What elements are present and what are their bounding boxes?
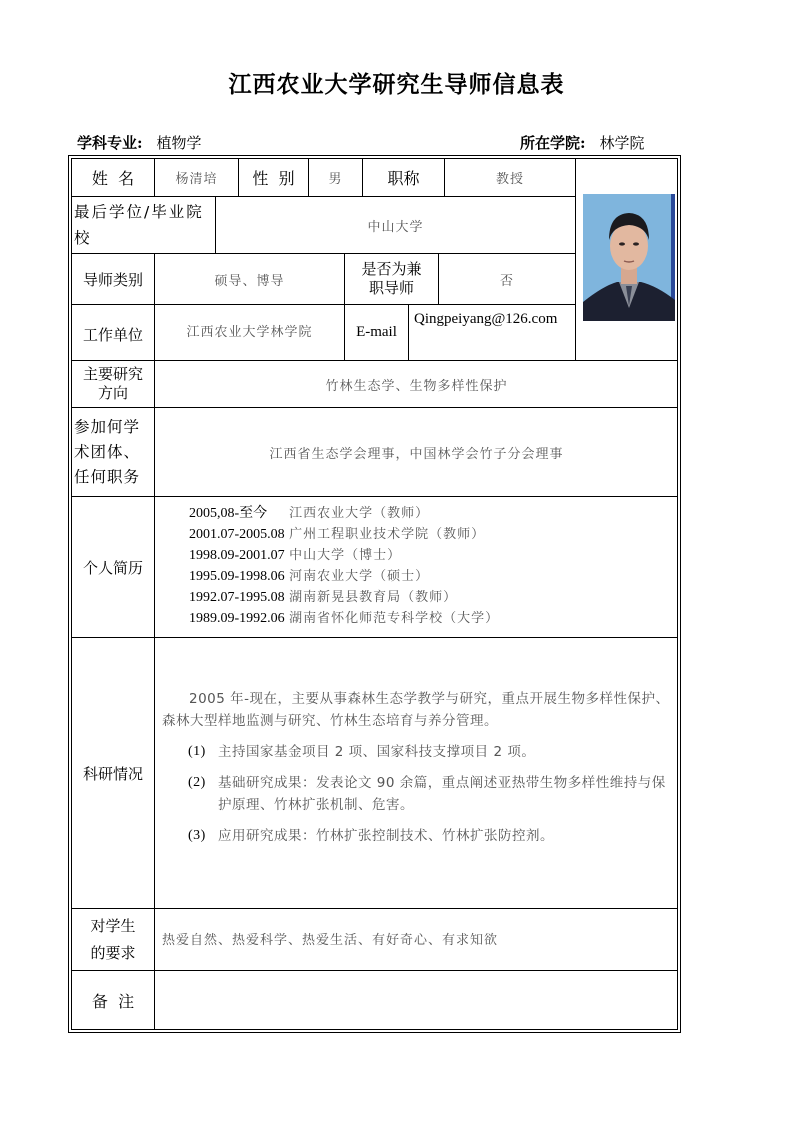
resume-entry [189, 503, 499, 524]
academic-groups-label: 参加何学术团体、任何职务 [74, 417, 141, 486]
research-item-number: (3) [188, 828, 206, 843]
student-requirements-label: 对学生的要求 [90, 916, 136, 962]
resume-period: 1992.07-1995.08 [189, 590, 285, 605]
title-value: 教授 [495, 172, 524, 187]
divider [408, 304, 409, 360]
resume-period: 1998.09-2001.07 [189, 548, 285, 563]
email-value[interactable]: Qingpeiyang@126.com [414, 311, 558, 327]
research-direction-value: 竹林生态学、生物多样性保护 [325, 378, 508, 394]
academic-groups-value: 江西省生态学会理事，中国林学会竹子分会理事 [269, 446, 564, 462]
gender-value: 男 [328, 172, 343, 187]
college-field [520, 132, 645, 153]
resume-detail: 中山大学（博士） [289, 548, 402, 563]
remarks-value[interactable] [155, 971, 678, 1030]
resume-list [189, 503, 499, 629]
workplace-label: 工作单位 [82, 326, 143, 344]
research-item [188, 772, 672, 816]
document-title: 江西农业大学研究生导师信息表 [228, 71, 565, 98]
degree-value: 中山大学 [367, 219, 424, 235]
degree-label: 最后学位/毕业院校 [74, 203, 204, 247]
supervisor-type-value: 硕导、博导 [214, 273, 285, 289]
divider [71, 496, 678, 497]
divider [575, 158, 576, 360]
supervisor-type-label: 导师类别 [82, 270, 143, 289]
remarks-label: 备 注 [91, 992, 135, 1011]
research-intro: 2005 年-现在，主要从事森林生态学教学与研究，重点开展生物多样性保护、森林大型样地监测与研究、竹林生态培育与养分管理。 [162, 691, 670, 729]
research-label: 科研情况 [82, 764, 143, 783]
research-item-text: 基础研究成果：发表论文 90 余篇，重点阐述亚热带生物多样性维持与保护原理、竹林扩张机制、危害。 [218, 775, 666, 813]
resume-label: 个人简历 [82, 558, 143, 577]
college-value: 林学院 [599, 134, 645, 152]
title-label: 职称 [387, 169, 420, 188]
research-item-text: 应用研究成果：竹林扩张控制技术、竹林扩张防控剂。 [218, 828, 554, 844]
resume-entry [189, 608, 499, 629]
resume-detail: 湖南省怀化师范专科学校（大学） [289, 611, 500, 626]
name-value: 杨清培 [175, 172, 218, 187]
email-label: E-mail [356, 324, 397, 340]
research-item-number: (1) [188, 744, 206, 759]
divider [71, 637, 678, 638]
discipline-label: 学科专业: [77, 134, 143, 152]
portrait-icon [583, 194, 675, 321]
resume-entry [189, 545, 499, 566]
research-item [188, 825, 672, 847]
resume-period: 2005,08-至今 [189, 506, 268, 521]
resume-period: 2001.07-2005.08 [189, 527, 285, 542]
research-item [188, 741, 672, 763]
part-time-label: 是否为兼职导师 [361, 260, 422, 297]
research-direction-label: 主要研究方向 [82, 365, 143, 402]
resume-detail: 江西农业大学（教师） [289, 506, 430, 521]
resume-period: 1989.09-1992.06 [189, 611, 285, 626]
resume-detail: 河南农业大学（硕士） [289, 569, 430, 584]
gender-label: 性 别 [252, 169, 295, 188]
portrait-photo [583, 194, 675, 321]
college-label: 所在学院: [520, 134, 586, 152]
resume-entry [189, 566, 499, 587]
workplace-value: 江西农业大学林学院 [186, 325, 313, 340]
research-item-text: 主持国家基金项目 2 项、国家科技支撑项目 2 项。 [218, 744, 536, 760]
student-requirements-value: 热爱自然、热爱科学、热爱生活、有好奇心、有求知欲 [162, 933, 499, 948]
resume-entry [189, 587, 499, 608]
name-label: 姓 名 [91, 169, 135, 188]
resume-entry [189, 524, 499, 545]
discipline-value: 植物学 [156, 134, 202, 152]
resume-detail: 广州工程职业技术学院（教师） [289, 527, 486, 542]
research-content [162, 688, 672, 856]
resume-period: 1995.09-1998.06 [189, 569, 285, 584]
discipline-field [77, 132, 202, 153]
resume-detail: 湖南新晃县教育局（教师） [289, 590, 458, 605]
research-item-number: (2) [188, 775, 206, 790]
part-time-value: 否 [499, 273, 514, 289]
